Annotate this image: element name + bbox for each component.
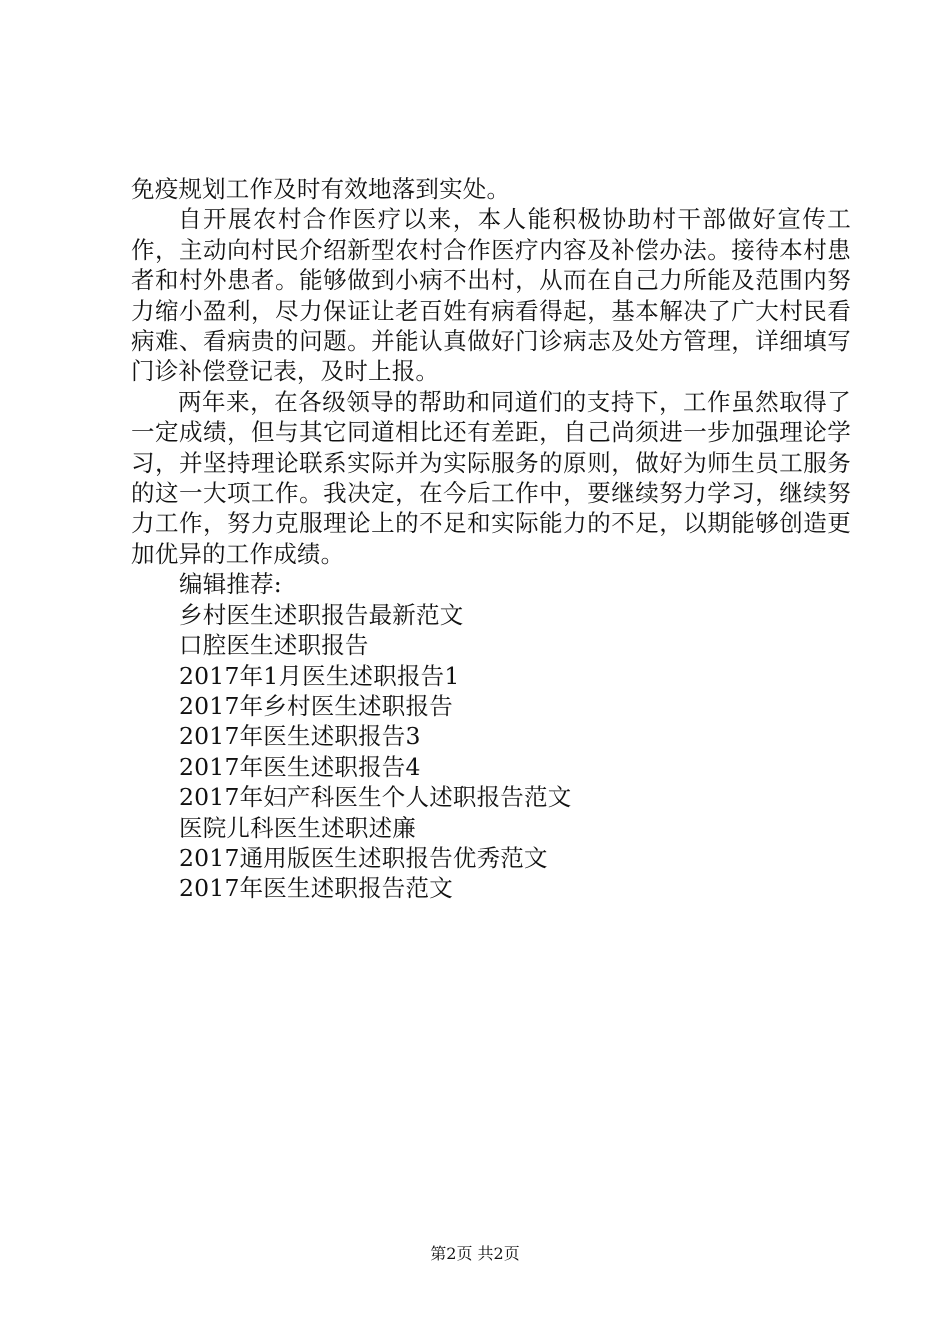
recommendation-link[interactable]: 2017年医生述职报告3 [179,722,421,751]
recommendations-section [131,569,851,903]
page-number-indicator: 第2页 共2页 [430,1244,520,1263]
recommendations-list [131,600,851,904]
recommendations-heading: 编辑推荐: [179,570,282,599]
recommendation-link[interactable]: 医院儿科医生述职述廉 [179,813,416,842]
recommendation-link[interactable]: 2017年医生述职报告范文 [179,874,453,903]
page-footer [0,1243,950,1265]
paragraph-two-years-summary: 两年来，在各级领导的帮助和同道们的支持下，工作虽然取得了一定成绩，但与其它同道相比还有差距，自己尚须进一步加强理论学习，并坚持理论联系实际并为实际服务的原则，做好为师生员工服务的这一大项工作。我决定，在今后工作中，要继续努力学习，继续努力工作，努力克服理论上的不足和实际能力的不足，以期能够创造更加优异的工作成绩。 [131,387,851,568]
paragraph-cooperative-medical: 自开展农村合作医疗以来，本人能积极协助村干部做好宣传工作，主动向村民介绍新型农村合作医疗内容及补偿办法。接待本村患者和村外患者。能够做到小病不出村，从而在自己力所能及范围内努力缩小盈利，尽力保证让老百姓有病看得起，基本解决了广大村民看病难、看病贵的问题。并能认真做好门诊病志及处方管理，详细填写门诊补偿登记表，及时上报。 [131,205,851,386]
recommendation-link[interactable]: 2017年医生述职报告4 [179,752,421,781]
recommendation-link[interactable]: 口腔医生述职报告 [179,631,369,660]
recommendation-link[interactable]: 2017通用版医生述职报告优秀范文 [179,843,548,872]
recommendation-link[interactable]: 2017年妇产科医生个人述职报告范文 [179,783,572,812]
recommendation-link[interactable]: 乡村医生述职报告最新范文 [179,600,464,629]
paragraph-continuation: 免疫规划工作及时有效地落到实处。 [131,175,511,203]
recommendation-link[interactable]: 2017年1月医生述职报告1 [179,661,460,690]
recommendation-link[interactable]: 2017年乡村医生述职报告 [179,691,453,720]
document-body [131,174,851,904]
